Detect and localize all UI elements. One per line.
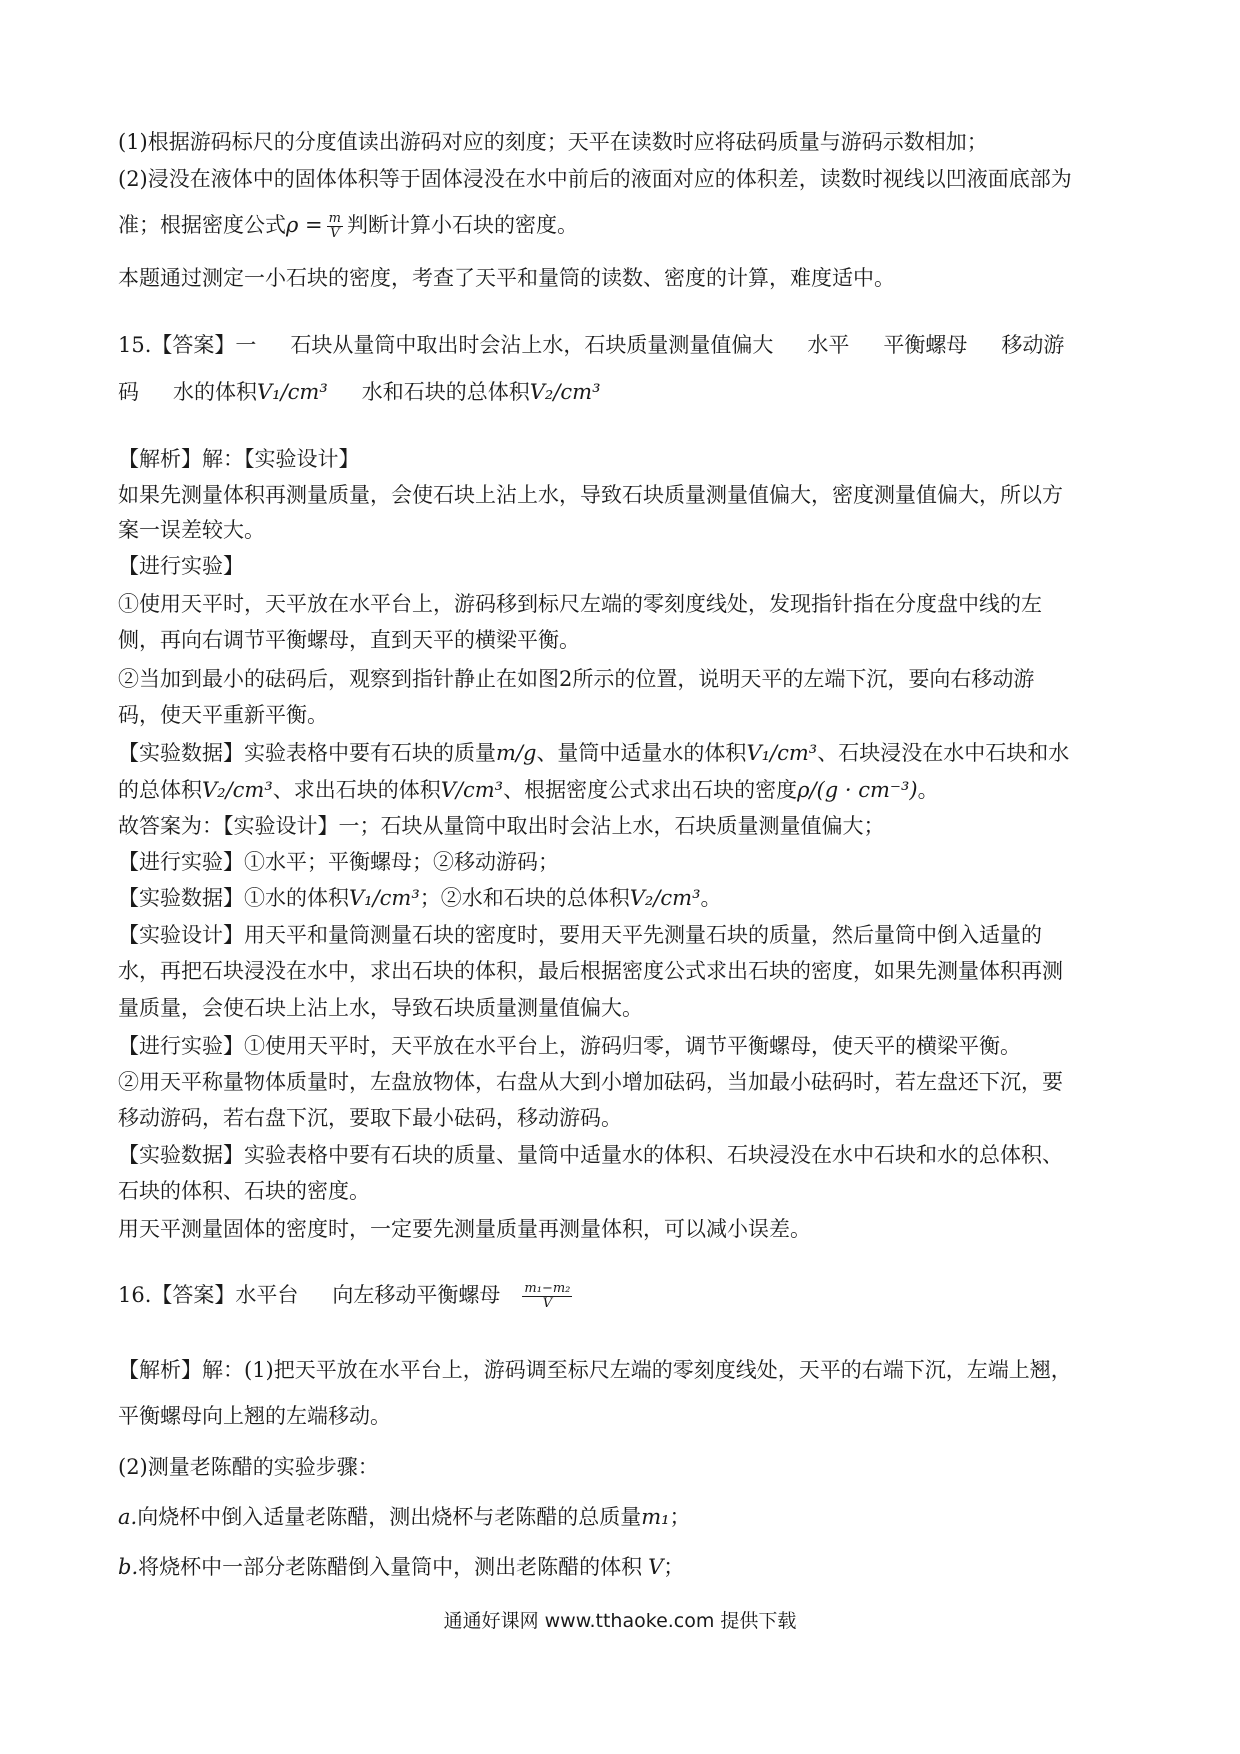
math-mass: m/g	[496, 741, 537, 765]
math-v2: V₂/cm³	[202, 778, 273, 802]
text-segment: 准；根据密度公式	[118, 213, 286, 237]
math-density-unit: ρ/(g · cm⁻³)	[797, 778, 918, 802]
text-line: 水，再把石块浸没在水中，求出石块的体积，最后根据密度公式求出石块的密度，如果先测量体积再测	[118, 959, 1063, 983]
text-line: 【进行实验】	[118, 554, 244, 578]
text-line-data	[118, 739, 1069, 767]
text-line: 故答案为：【实验设计】一；石块从量筒中取出时会沾上水，石块质量测量值偏大；	[118, 814, 885, 838]
answer-15-line-2	[118, 378, 601, 406]
answer-item: 移动游	[1001, 333, 1065, 357]
text-segment: 、量筒中适量水的体积	[536, 741, 747, 765]
step-b-line	[118, 1553, 684, 1581]
answer-label: 16.【答案】水平台	[118, 1283, 299, 1307]
answer-item: 平衡螺母	[883, 333, 968, 357]
text-line: 用天平测量固体的密度时，一定要先测量质量再测量体积，可以减小误差。	[118, 1217, 811, 1241]
text-line: (2)测量老陈醋的实验步骤：	[118, 1455, 379, 1479]
text-line: 【解析】解：【实验设计】	[118, 447, 360, 471]
math-v1: V₁/cm³	[257, 380, 328, 404]
fraction-denominator: V	[542, 1296, 553, 1311]
math-v1: V₁/cm³	[349, 886, 420, 910]
text-line: 本题通过测定一小石块的密度，考查了天平和量筒的读数、密度的计算，难度适中。	[118, 266, 895, 290]
text-line-data	[118, 884, 722, 912]
text-line-data	[118, 776, 939, 804]
answer-item: 向左移动平衡螺母	[332, 1283, 501, 1307]
text-segment: 的总体积	[118, 778, 202, 802]
text-line: 案一误差较大。	[118, 518, 265, 542]
math-v: V/cm³	[440, 778, 504, 802]
density-symbol: ρ =	[286, 213, 323, 237]
text-line: 侧，再向右调节平衡螺母，直到天平的横梁平衡。	[118, 628, 580, 652]
math-v: V	[648, 1555, 664, 1579]
fraction-numerator: m₁−m₂	[524, 1281, 571, 1296]
text-segment: 、石块浸没在水中石块和水	[817, 741, 1070, 765]
page-footer: 通通好课网 www.tthaoke.com 提供下载	[443, 1610, 797, 1632]
fraction-denominator: V	[330, 226, 340, 241]
text-segment: ；	[669, 1505, 691, 1529]
text-segment: 。	[917, 778, 939, 802]
text-segment: 【实验数据】实验表格中要有石块的质量	[118, 741, 496, 765]
text-line: 【进行实验】①使用天平时，天平放在水平台上，游码归零，调节平衡螺母，使天平的横梁平衡。	[118, 1034, 1021, 1058]
step-letter: a.	[118, 1505, 138, 1529]
text-line: (1)根据游码标尺的分度值读出游码对应的刻度；天平在读数时应将砝码质量与游码示数相加；	[118, 130, 988, 154]
answer-item: 水的体积	[173, 380, 257, 404]
text-line: 移动游码，若右盘下沉，要取下最小砝码，移动游码。	[118, 1106, 622, 1130]
text-line: 码，使天平重新平衡。	[118, 703, 328, 727]
text-segment: 将烧杯中一部分老陈醋倒入量筒中，测出老陈醋的体积	[138, 1555, 643, 1579]
text-segment: 【实验数据】①水的体积	[118, 886, 349, 910]
math-v2: V₂/cm³	[529, 380, 601, 404]
text-line: 平衡螺母向上翘的左端移动。	[118, 1404, 391, 1428]
text-line: 【实验设计】用天平和量筒测量石块的密度时，要用天平先测量石块的质量，然后量筒中倒入适量的	[118, 923, 1042, 947]
density-fraction	[327, 212, 343, 241]
text-segment: ；	[663, 1555, 685, 1579]
text-line: ①使用天平时，天平放在水平台上，游码移到标尺左端的零刻度线处，发现指针指在分度盘中线的左	[118, 592, 1042, 616]
text-segment: 、求出石块的体积	[272, 778, 441, 802]
answer-item: 码	[118, 380, 139, 404]
text-line: 【解析】解：(1)把天平放在水平台上，游码调至标尺左端的零刻度线处，天平的右端下沉，左端上翘，	[118, 1358, 1072, 1382]
step-a-line	[118, 1503, 691, 1531]
text-line: ②用天平称量物体质量时，左盘放物体，右盘从大到小增加砝码，当加最小砝码时，若左盘还下沉，要	[118, 1070, 1063, 1094]
math-v1: V₁/cm³	[746, 741, 818, 765]
math-m1: m₁	[641, 1505, 670, 1529]
text-line-density-formula	[118, 211, 578, 241]
fraction-numerator: m	[328, 211, 341, 226]
text-line: 【实验数据】实验表格中要有石块的质量、量筒中适量水的体积、石块浸没在水中石块和水的总体积、	[118, 1143, 1063, 1167]
text-segment: 。	[700, 886, 722, 910]
answer-item: 石块从量筒中取出时会沾上水，石块质量测量值偏大	[290, 333, 774, 357]
math-v2: V₂/cm³	[629, 886, 701, 910]
text-line: 石块的体积、石块的密度。	[118, 1179, 370, 1203]
text-line: 如果先测量体积再测量质量，会使石块上沾上水，导致石块质量测量值偏大，密度测量值偏大，所以方	[118, 483, 1063, 507]
answer-15-line	[118, 331, 1064, 359]
text-segment: 向烧杯中倒入适量老陈醋，测出烧杯与老陈醋的总质量	[137, 1505, 642, 1529]
answer-item: 水平	[807, 333, 850, 357]
text-segment: ；②水和石块的总体积	[419, 886, 630, 910]
answer-label: 15.【答案】一	[118, 333, 257, 357]
text-segment: 、根据密度公式求出石块的密度	[503, 778, 798, 802]
text-line: ②当加到最小的砝码后，观察到指针静止在如图2所示的位置，说明天平的左端下沉，要向右移动游	[118, 667, 1035, 691]
text-segment: 判断计算小石块的密度。	[346, 213, 578, 237]
text-line: 【进行实验】①水平；平衡螺母；②移动游码；	[118, 850, 559, 874]
answer-item: 水和石块的总体积	[361, 380, 530, 404]
answer-16-line	[118, 1281, 576, 1311]
density-fraction	[522, 1282, 572, 1311]
text-line: (2)浸没在液体中的固体体积等于固体浸没在水中前后的液面对应的体积差，读数时视线以凹液面底部为	[118, 167, 1072, 191]
step-letter: b.	[118, 1555, 139, 1579]
text-line: 量质量，会使石块上沾上水，导致石块质量测量值偏大。	[118, 996, 643, 1020]
